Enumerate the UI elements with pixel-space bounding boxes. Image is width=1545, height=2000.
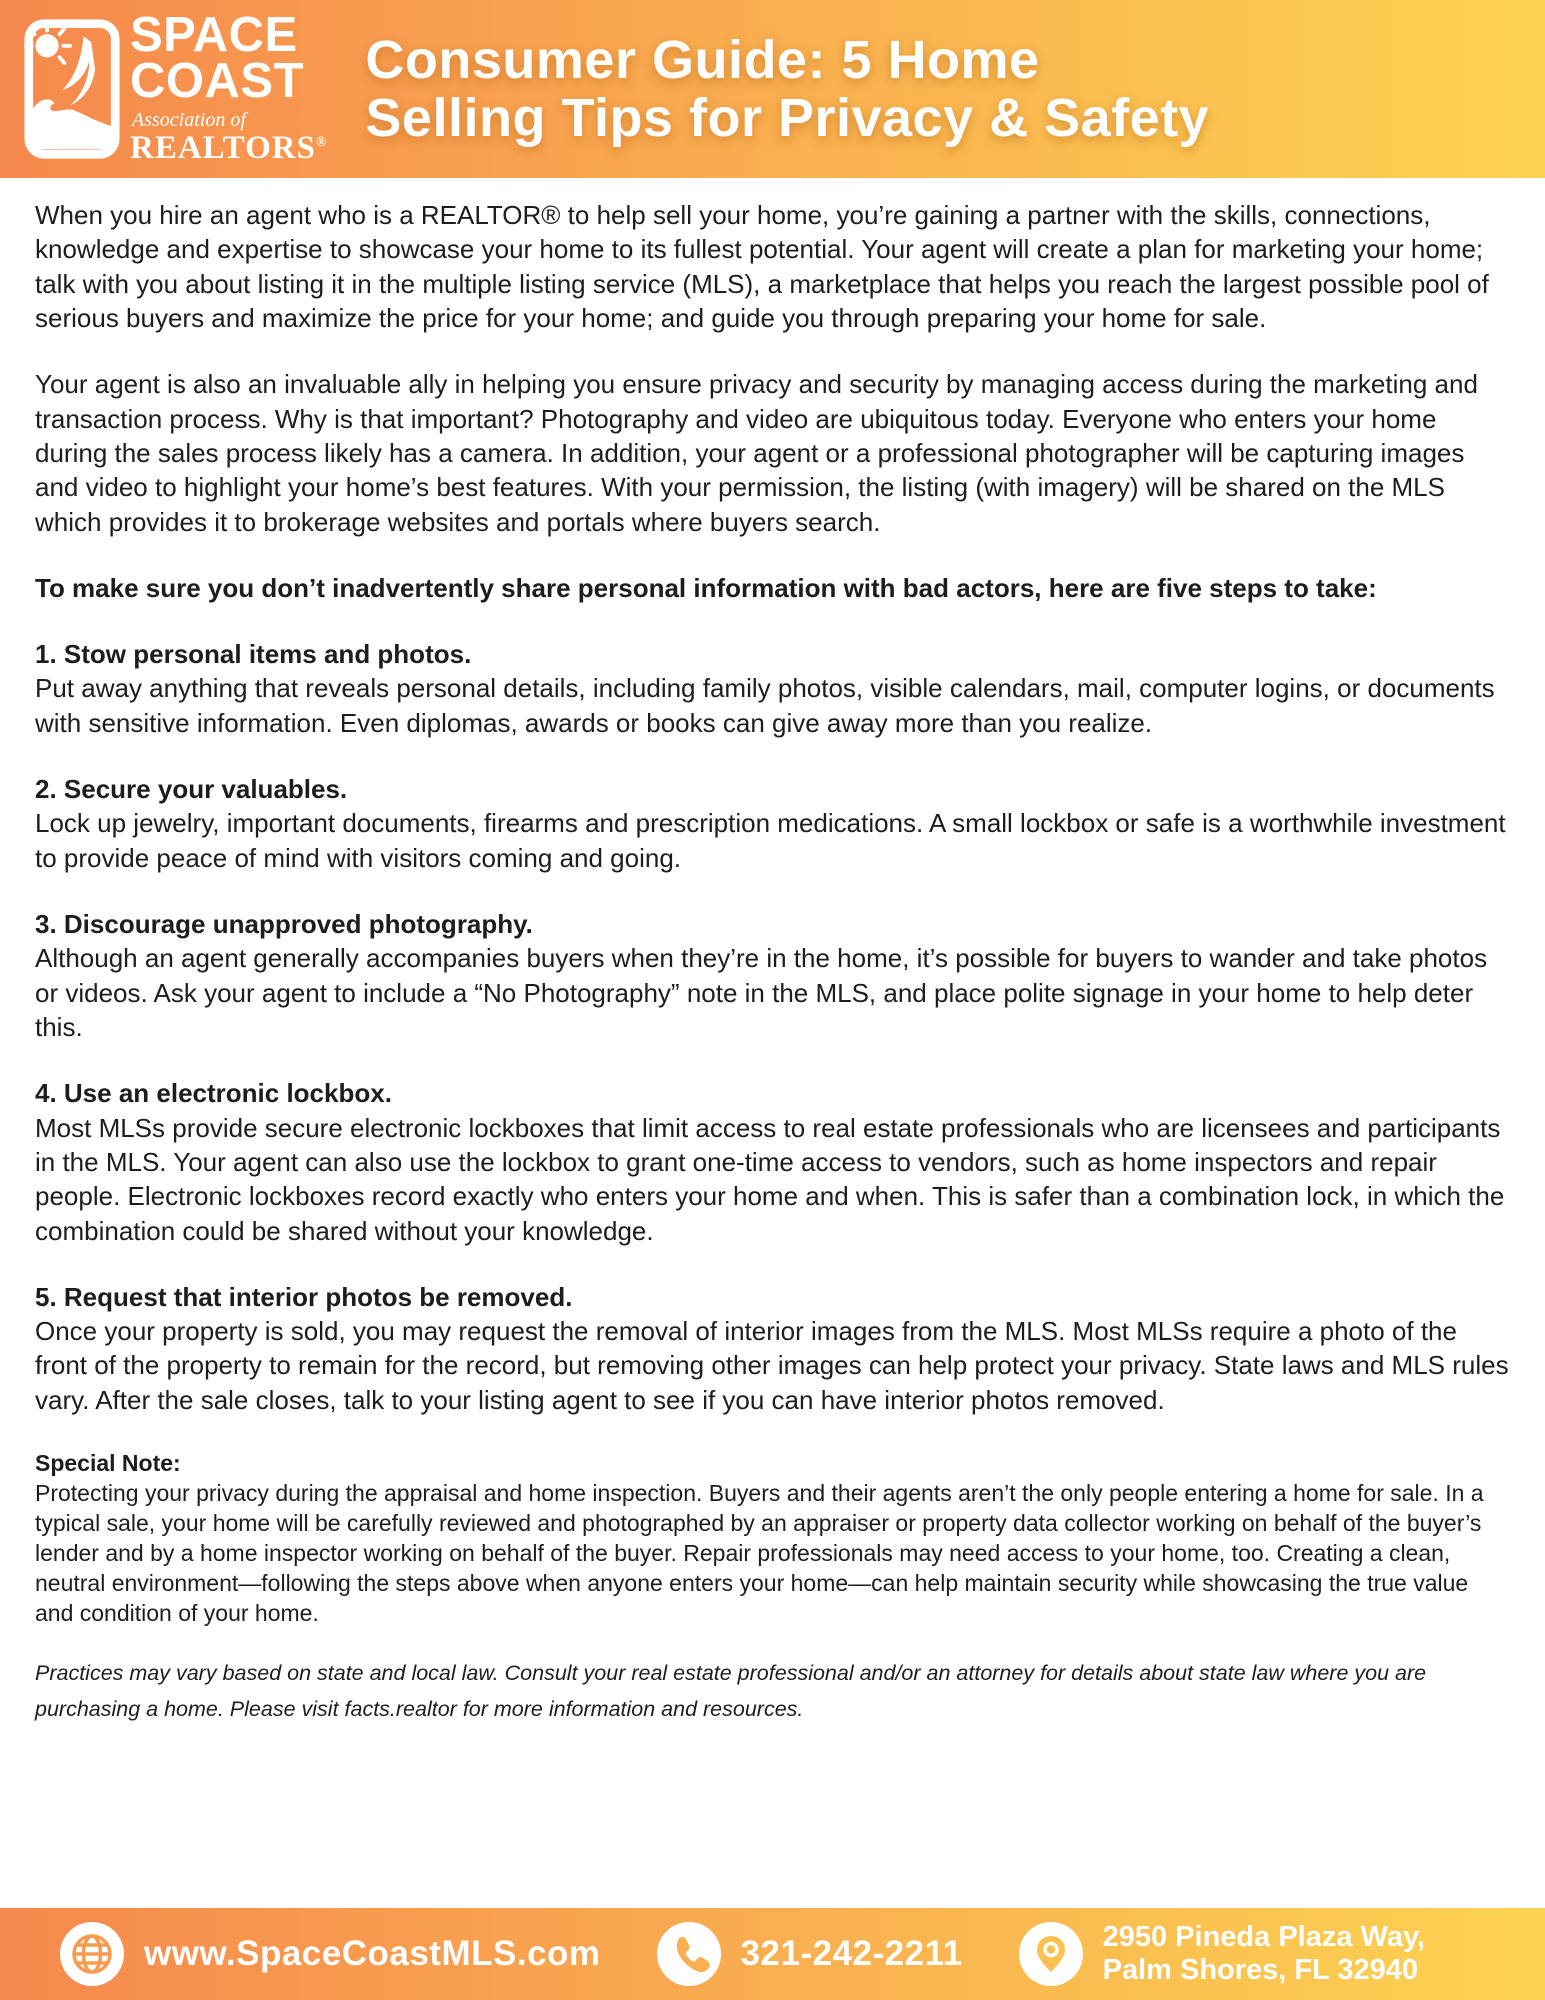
tip-1-body: Put away anything that reveals personal details, including family photos, visible calendars, mail, computer logins, or documents with sensitive information. Even diplomas, awards or books can give away more than you realize. <box>35 673 1495 738</box>
tip-5-body: Once your property is sold, you may request the removal of interior images from the MLS. Most MLSs require a photo of the front of the property to remain for the record, but removing other images can help protect your privacy. State laws and MLS rules vary. After the sale closes, talk to your listing agent to see if you can have interior photos removed. <box>35 1316 1509 1415</box>
steps-lead-in: To make sure you don’t inadvertently share personal information with bad actors, here are five steps to take: <box>35 572 1377 603</box>
tip-5 <box>35 1280 1510 1417</box>
space-coast-realtors-logo <box>24 8 328 166</box>
tip-3-body: Although an agent generally accompanies buyers when they’re in the home, it’s possible for buyers to wander and take photos or videos. Ask your agent to include a “No Photography” note in the MLS, and place polite signage in your home to help deter this. <box>35 943 1488 1042</box>
tip-5-heading: 5. Request that interior photos be removed. <box>35 1281 573 1312</box>
intro-paragraph-2: Your agent is also an invaluable ally in helping you ensure privacy and security by managing access during the marketing and transaction process. Why is that important? Photography and video are ubiquitous today. Everyone who enters your home during the sales process likely has a camera. In addition, your agent or a professional photographer will be capturing images and video to highlight your home’s best features. With your permission, the listing (with imagery) will be shared on the MLS which provides it to brokerage websites and portals where buyers search. <box>35 369 1478 537</box>
logo-wordmark <box>130 8 328 166</box>
tip-2-heading: 2. Secure your valuables. <box>35 774 348 805</box>
tip-2-body: Lock up jewelry, important documents, firearms and prescription medications. A small lockbox or safe is a worthwhile investment to provide peace of mind with visitors coming and going. <box>35 808 1506 873</box>
sun-bird-wave-logo-icon <box>24 18 120 160</box>
registered-mark: ® <box>315 134 328 150</box>
footer-address <box>1103 1921 1425 1988</box>
page-title <box>365 31 1209 148</box>
tip-2 <box>35 772 1510 875</box>
tip-1 <box>35 637 1510 740</box>
article-body <box>0 178 1545 1908</box>
footer-phone: 321-242-2211 <box>740 1934 963 1973</box>
logo-realtors: REALTORS® <box>130 129 328 166</box>
header-banner <box>0 0 1545 178</box>
footer-address-line2: Palm Shores, FL 32940 <box>1102 1954 1419 1986</box>
logo-line-space: SPACE <box>130 8 298 63</box>
intro-paragraph-1: When you hire an agent who is a REALTOR® to help sell your home, you’re gaining a partner with the skills, connections, knowledge and expertise to showcase your home to its fullest potential. Your agent will create a plan for marketing your home; talk with you about listing it in the multiple listing service (MLS), a marketplace that helps you reach the largest possible pool of serious buyers and maximize the price for your home; and guide you through preparing your home for sale. <box>35 200 1489 333</box>
special-note-body: Protecting your privacy during the appraisal and home inspection. Buyers and their agents aren’t the only people entering a home for sale. In a typical sale, your home will be carefully reviewed and photographed by an appraiser or property data collector working on behalf of the buyer’s lender and by a home inspector working on behalf of the buyer. Repair professionals may need access to your home, too. Creating a clean, neutral environment—following the steps above when anyone enters your home—can help maintain security while showcasing the true value and condition of your home. <box>35 1479 1484 1626</box>
special-note-heading: Special Note: <box>35 1450 181 1477</box>
footer-contact-bar <box>0 1908 1545 2000</box>
special-note <box>35 1449 1510 1628</box>
footer-address-group <box>1019 1921 1425 1988</box>
footer-website-group <box>60 1922 601 1986</box>
page-title-line2: Selling Tips for Privacy & Safety <box>365 88 1210 148</box>
tip-3-heading: 3. Discourage unapproved photography. <box>35 909 533 939</box>
logo-association-of: Association of <box>132 108 246 131</box>
page-title-line1: Consumer Guide: 5 Home <box>365 29 1040 90</box>
tip-4-heading: 4. Use an electronic lockbox. <box>35 1078 392 1109</box>
tip-4-body: Most MLSs provide secure electronic lockboxes that limit access to real estate professionals who are licensees and participants in the MLS. Your agent can also use the lockbox to grant one-time access to vendors, such as home inspectors and repair people. Electronic lockboxes record exactly who enters your home and when. This is safer than a combination lock, in which the combination could be shared without your knowledge. <box>35 1112 1505 1246</box>
footer-website: www.SpaceCoastMLS.com <box>144 1934 601 1973</box>
legal-disclaimer: Practices may vary based on state and local law. Consult your real estate professional and/or an attorney for details about state law where you are purchasing a home. Please visit facts.realtor for more information and resources. <box>35 1661 1427 1721</box>
location-pin-icon <box>1019 1922 1083 1986</box>
tip-4 <box>35 1076 1510 1248</box>
phone-icon <box>657 1922 721 1986</box>
footer-phone-group <box>657 1922 963 1986</box>
globe-icon <box>60 1922 124 1986</box>
tip-1-heading: 1. Stow personal items and photos. <box>35 639 472 670</box>
logo-line-coast: COAST <box>130 53 304 108</box>
tip-3 <box>35 907 1510 1044</box>
footer-address-line1: 2950 Pineda Plaza Way, <box>1102 1920 1425 1953</box>
